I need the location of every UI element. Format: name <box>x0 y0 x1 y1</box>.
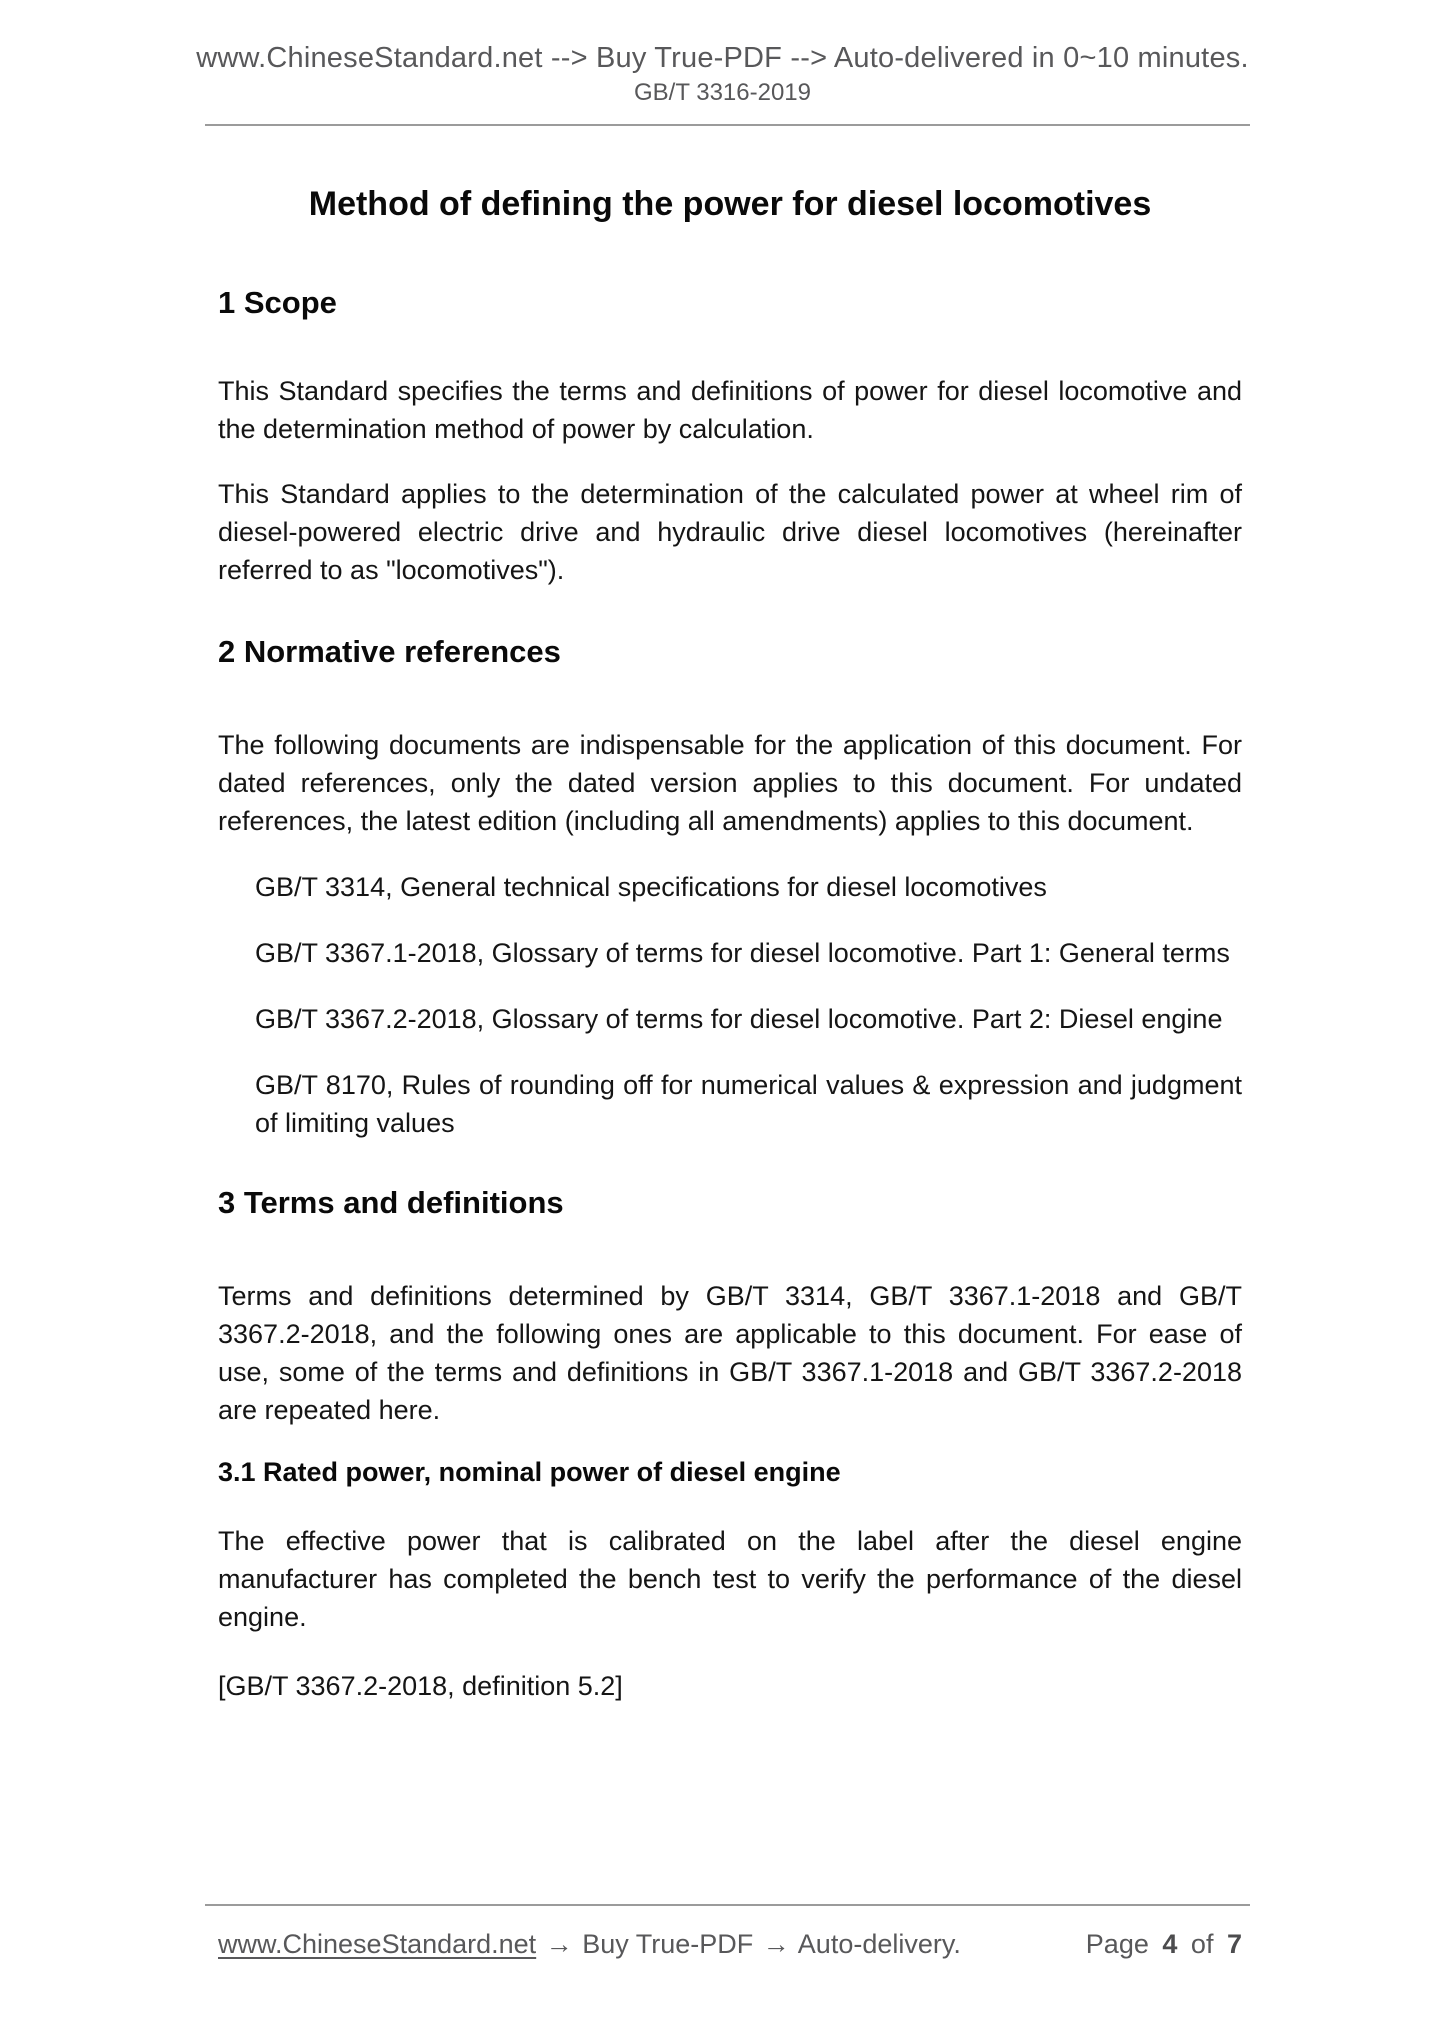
footer-delivery-note <box>218 1928 961 1960</box>
term-3-1-source-note: [GB/T 3367.2-2018, definition 5.2] <box>218 1671 623 1701</box>
term-3-1-heading: 3.1 Rated power, nominal power of diesel engine <box>218 1457 841 1487</box>
section-2-heading: 2 Normative references <box>218 634 561 669</box>
page-footer <box>0 1886 1445 1960</box>
page-total-number: 7 <box>1226 1929 1242 1959</box>
footer-divider <box>205 1904 1250 1906</box>
terms-intro-paragraph: Terms and definitions determined by GB/T 3314, GB/T 3367.1-2018 and GB/T 3367.2-2018, and the following ones are applicable to this document. For ease of use, some of the terms and definitions in GB/T 3367.1-2018 and GB/T 3367.2-2018 are repeated here. <box>218 1281 1242 1425</box>
page-indicator-label: Page <box>1085 1929 1149 1959</box>
header-standard-number: GB/T 3316-2019 <box>633 79 811 106</box>
scope-paragraph-2: This Standard applies to the determination of the calculated power at wheel rim of diesel-powered electric drive and hydraulic drive diesel locomotives (hereinafter referred to as "locomotives"). <box>218 479 1242 585</box>
reference-item: GB/T 3367.2-2018, Glossary of terms for diesel locomotive. Part 2: Diesel engine <box>255 1004 1223 1034</box>
document-title: Method of defining the power for diesel locomotives <box>308 185 1152 223</box>
right-arrow-icon: → <box>762 1929 790 1959</box>
section-1-heading: 1 Scope <box>218 285 337 320</box>
section-3-heading: 3 Terms and definitions <box>218 1185 564 1220</box>
document-body <box>218 184 1242 1705</box>
term-3-1-definition: The effective power that is calibrated on the label after the diesel engine manufacturer has completed the bench test to verify the performance of the diesel engine. <box>218 1526 1242 1632</box>
right-arrow-icon: → <box>545 1929 573 1959</box>
reference-item: GB/T 3314, General technical specifications for diesel locomotives <box>255 872 1047 902</box>
header-delivery-note: www.ChineseStandard.net --> Buy True-PDF --> Auto-delivered in 0~10 minutes. <box>196 42 1249 74</box>
scope-paragraph-1: This Standard specifies the terms and definitions of power for diesel locomotive and the determination method of power by calculation. <box>218 376 1242 444</box>
page-header <box>0 0 1445 106</box>
reference-item: GB/T 3367.1-2018, Glossary of terms for diesel locomotive. Part 1: General terms <box>255 938 1230 968</box>
footer-buy-label: Buy True-PDF <box>582 1929 754 1959</box>
page-indicator-of: of <box>1190 1929 1214 1959</box>
page-indicator <box>1086 1928 1242 1960</box>
page-current-number: 4 <box>1162 1929 1178 1959</box>
footer-delivery-label: Auto-delivery. <box>797 1929 961 1959</box>
footer-site-link[interactable]: www.ChineseStandard.net <box>218 1929 537 1959</box>
normative-intro-paragraph: The following documents are indispensable for the application of this document. For dated references, only the dated version applies to this document. For undated references, the latest edition (including all amendments) applies to this document. <box>218 730 1242 836</box>
header-divider <box>205 124 1250 126</box>
reference-item: GB/T 8170, Rules of rounding off for numerical values & expression and judgment of limiting values <box>255 1070 1242 1138</box>
